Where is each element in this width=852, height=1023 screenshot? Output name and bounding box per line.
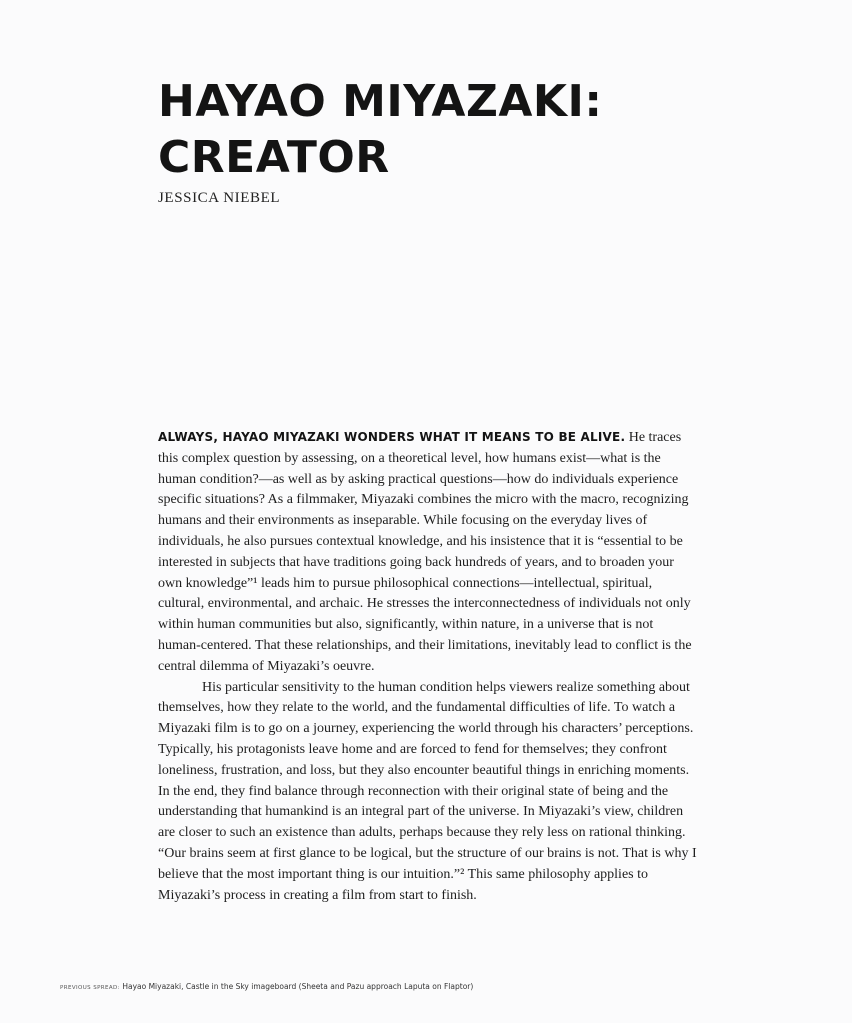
- caption-text: Hayao Miyazaki, Castle in the Sky imageboard (Sheeta and Pazu approach Laputa on Flaptor): [122, 982, 474, 991]
- article-body: [158, 427, 698, 906]
- paragraph-2: His particular sensitivity to the human condition helps viewers realize something about themselves, how they relate to the world, and the fundamental difficulties of life. To watch a Miyazaki film is to go on a journey, experiencing the world through his characters’ perceptions. Typically, his protagonists leave home and are forced to fend for themselves; they confront loneliness, frustration, and loss, but they also encounter beautiful things in enriching moments. In the end, they find balance through reconnection with their original state of being and the understanding that humankind is an integral part of the universe. In Miyazaki’s view, children are closer to such an existence than adults, perhaps because they rely less on rational thinking. “Our brains seem at first glance to be logical, but the structure of our brains is not. That is why I believe that the most important thing is our intuition.”² This same philosophy applies to Miyazaki’s process in creating a film from start to finish.: [158, 679, 697, 903]
- paragraph-1: [158, 427, 698, 678]
- title-line-1: HAYAO MIYAZAKI:: [158, 76, 603, 127]
- figure-caption: [60, 982, 473, 991]
- caption-label: PREVIOUS SPREAD:: [60, 985, 120, 991]
- author-name: JESSICA NIEBEL: [158, 190, 281, 206]
- paragraph-1-text: He traces this complex question by assessing, on a theoretical level, how humans exist—what is the human condition?—as well as by asking practical questions—how do individuals experience specific situations? As a filmmaker, Miyazaki combines the micro with the macro, recognizing humans and their environments as inseparable. While focusing on the everyday lives of individuals, he also pursues contextual knowledge, and his insistence that it is “essential to be interested in subjects that have traditions going back hundreds of years, and to broaden your own knowledge”¹ leads him to pursue philosophical connections—intellectual, spiritual, cultural, environmental, and archaic. He stresses the interconnectedness of individuals not only within human communities but also, significantly, within nature, in a universe that is not human-centered. That these relationships, and their limitations, inevitably lead to conflict is the central dilemma of Miyazaki’s oeuvre.: [158, 430, 692, 674]
- lead-in: ALWAYS, HAYAO MIYAZAKI WONDERS WHAT IT MEANS TO BE ALIVE.: [158, 430, 626, 444]
- article-title: [158, 74, 602, 186]
- title-line-2: CREATOR: [158, 132, 390, 183]
